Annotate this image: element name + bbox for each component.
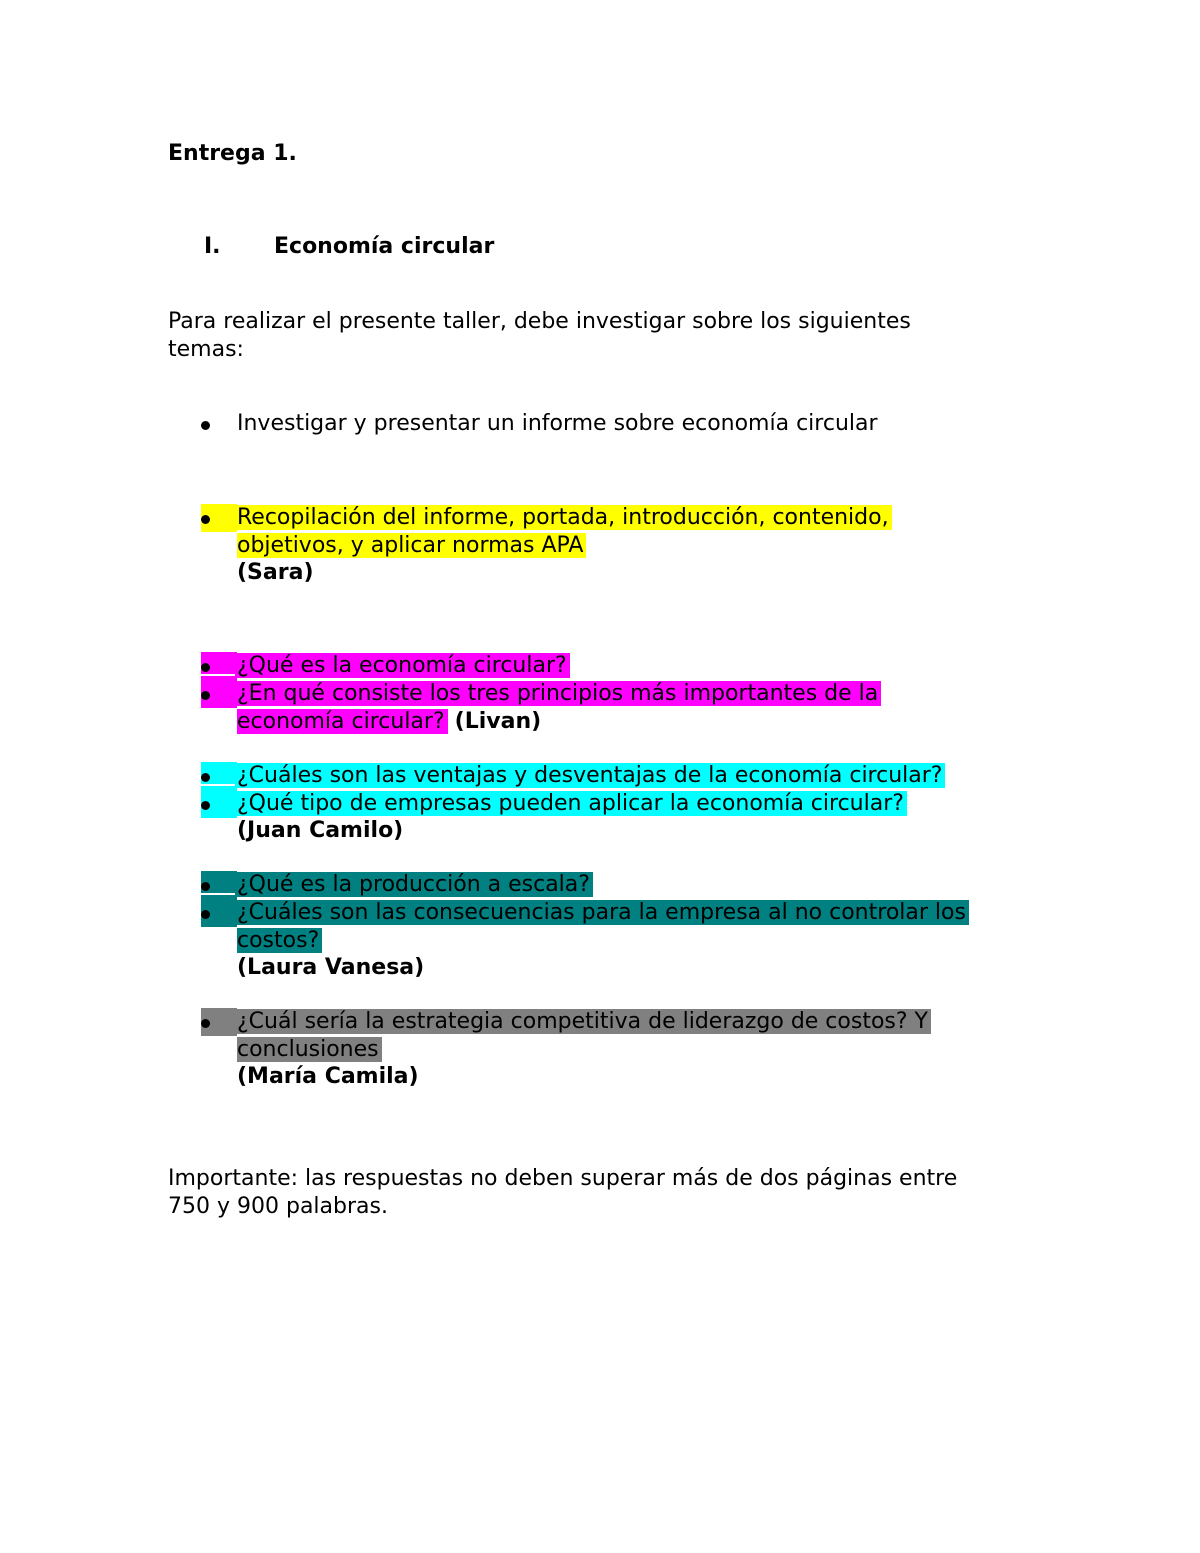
owner-label: (Sara): [237, 560, 314, 585]
bullet-marker: [201, 504, 237, 532]
list-item-maria: [237, 1008, 1037, 1063]
bullet-marker: [201, 1008, 237, 1036]
bullet-marker: [201, 899, 237, 927]
document-title: Entrega 1.: [168, 141, 297, 166]
section-number: I.: [204, 234, 221, 259]
highlighted-text: costos?: [237, 928, 322, 953]
note-line-2: 750 y 900 palabras.: [168, 1193, 388, 1219]
list-item-juan-2: [237, 790, 1037, 818]
highlighted-text: ¿Qué tipo de empresas pueden aplicar la economía circular?: [237, 791, 907, 816]
highlighted-text: objetivos, y aplicar normas APA: [237, 533, 586, 558]
highlighted-text: Recopilación del informe, portada, introducción, contenido,: [237, 505, 892, 530]
intro-line-1: Para realizar el presente taller, debe investigar sobre los siguientes: [168, 309, 911, 334]
bullet-marker: [201, 871, 237, 899]
note-paragraph: [168, 1165, 1038, 1220]
highlighted-text: economía circular?: [237, 709, 448, 734]
highlighted-text: ¿Cuáles son las consecuencias para la empresa al no controlar los: [237, 900, 969, 925]
list-item-laura-1: [237, 871, 1037, 899]
list-item-livan-2: [237, 680, 1037, 735]
highlighted-text: ¿Cuáles son las ventajas y desventajas de la economía circular?: [237, 763, 945, 788]
owner-label: (Juan Camilo): [237, 818, 404, 843]
highlighted-text: ¿En qué consiste los tres principios más importantes de la: [237, 681, 881, 706]
highlighted-text: ¿Cuál sería la estrategia competitiva de liderazgo de costos? Y: [237, 1009, 931, 1034]
list-item-main: Investigar y presentar un informe sobre economía circular: [237, 411, 878, 436]
owner-label: (Livan): [454, 708, 542, 734]
intro-line-2: temas:: [168, 336, 244, 362]
bullet-marker: [201, 680, 237, 708]
highlighted-text: ¿Qué es la economía circular?: [237, 653, 570, 678]
bullet-marker: [201, 762, 237, 790]
highlighted-text: conclusiones: [237, 1037, 382, 1062]
intro-paragraph: [168, 308, 1038, 363]
list-item-livan-1: [237, 652, 1037, 680]
owner-label: (Laura Vanesa): [237, 955, 425, 980]
bullet-marker: [201, 652, 237, 680]
list-item-juan-1: [237, 762, 1037, 790]
owner-label: (María Camila): [237, 1064, 419, 1089]
bullet-marker: [201, 790, 237, 818]
list-item-laura-2: [237, 899, 1037, 954]
note-line-1: Importante: las respuestas no deben superar más de dos páginas entre: [168, 1166, 958, 1191]
list-item-sara: [237, 504, 1037, 559]
bullet-marker: [201, 410, 237, 438]
section-title: Economía circular: [274, 234, 495, 259]
highlighted-text: ¿Qué es la producción a escala?: [237, 872, 593, 897]
